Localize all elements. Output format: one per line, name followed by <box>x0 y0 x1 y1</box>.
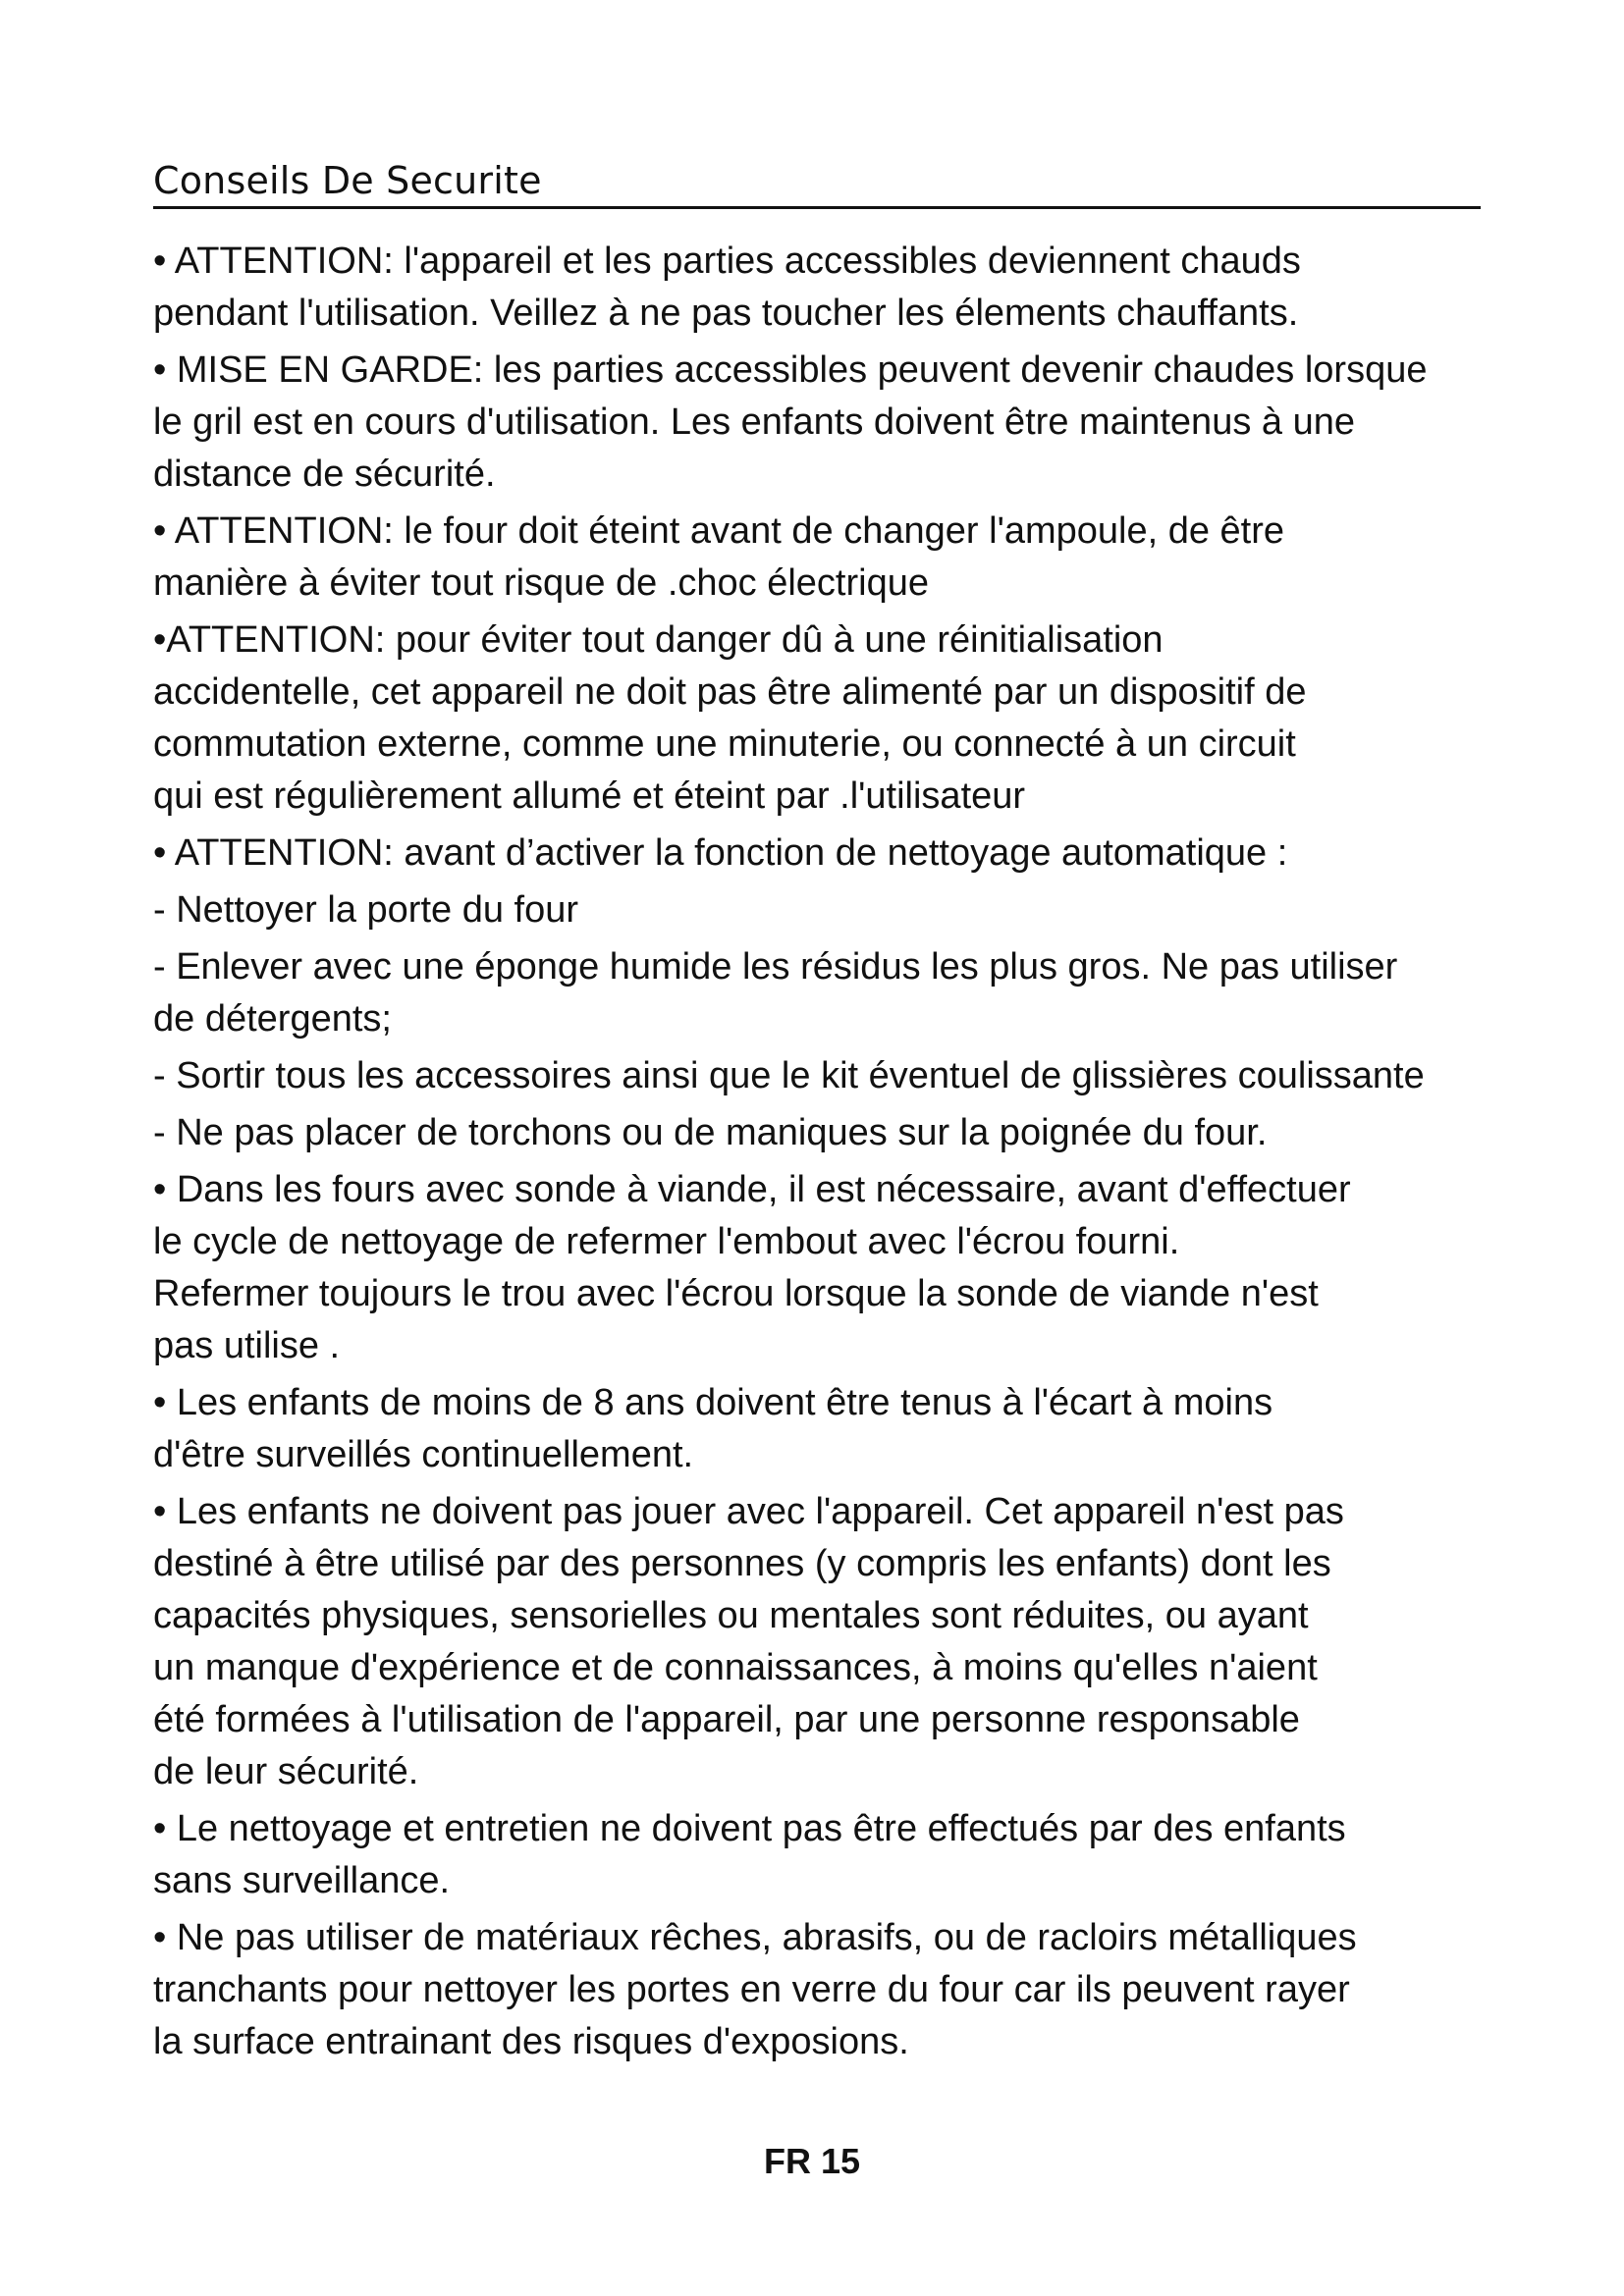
text-line: • ATTENTION: avant d’activer la fonction de nettoyage automatique : <box>153 832 1288 874</box>
text-line: • Ne pas utiliser de matériaux rêches, abrasifs, ou de racloirs métalliques <box>153 1917 1357 1958</box>
text-line: qui est régulièrement allumé et éteint par .l'utilisateur <box>153 775 1026 817</box>
text-line: capacités physiques, sensorielles ou mentales sont réduites, ou ayant <box>153 1595 1309 1636</box>
safety-paragraph <box>153 1486 1597 1798</box>
text-line: été formées à l'utilisation de l'appareil, par une personne responsable <box>153 1699 1300 1740</box>
text-line: pendant l'utilisation. Veillez à ne pas toucher les élements chauffants. <box>153 293 1299 334</box>
text-line: distance de sécurité. <box>153 454 496 495</box>
text-line: un manque d'expérience et de connaissances, à moins qu'elles n'aient <box>153 1647 1318 1688</box>
text-line: sans surveillance. <box>153 1860 451 1901</box>
text-line: la surface entrainant des risques d'exposions. <box>153 2021 909 2062</box>
safety-paragraph <box>153 345 1597 501</box>
text-line: • Le nettoyage et entretien ne doivent pas être effectués par des enfants <box>153 1808 1346 1849</box>
text-line: de leur sécurité. <box>153 1751 419 1792</box>
safety-paragraph <box>153 884 1597 936</box>
text-line: accidentelle, cet appareil ne doit pas être alimenté par un dispositif de <box>153 671 1307 713</box>
text-line: • MISE EN GARDE: les parties accessibles peuvent devenir chaudes lorsque <box>153 349 1428 391</box>
text-line: • Les enfants de moins de 8 ans doivent être tenus à l'écart à moins <box>153 1382 1273 1423</box>
text-line: • Dans les fours avec sonde à viande, il est nécessaire, avant d'effectuer <box>153 1169 1351 1210</box>
text-line: Refermer toujours le trou avec l'écrou lorsque la sonde de viande n'est <box>153 1273 1319 1314</box>
text-line: • ATTENTION: le four doit éteint avant de changer l'ampoule, de être <box>153 510 1285 552</box>
text-line: destiné à être utilisé par des personnes (y compris les enfants) dont les <box>153 1543 1331 1584</box>
text-line: pas utilise . <box>153 1325 341 1366</box>
safety-paragraph <box>153 1377 1597 1481</box>
text-line: d'être surveillés continuellement. <box>153 1434 694 1475</box>
text-line: tranchants pour nettoyer les portes en verre du four car ils peuvent rayer <box>153 1969 1350 2010</box>
safety-paragraph <box>153 614 1597 823</box>
page-number: FR 15 <box>763 2141 861 2181</box>
text-line: - Enlever avec une éponge humide les résidus les plus gros. Ne pas utiliser <box>153 946 1398 988</box>
text-line: •ATTENTION: pour éviter tout danger dû à une réinitialisation <box>153 619 1164 661</box>
text-line: de détergents; <box>153 998 392 1040</box>
safety-paragraph <box>153 1164 1597 1372</box>
safety-paragraph <box>153 236 1597 340</box>
text-line: manière à éviter tout risque de .choc électrique <box>153 562 929 604</box>
safety-paragraph <box>153 828 1597 880</box>
text-line: commutation externe, comme une minuterie, ou connecté à un circuit <box>153 723 1296 765</box>
section-title: Conseils De Securite <box>153 159 542 202</box>
safety-paragraph <box>153 941 1597 1045</box>
text-line: - Nettoyer la porte du four <box>153 889 578 931</box>
text-line: le cycle de nettoyage de refermer l'embout avec l'écrou fourni. <box>153 1221 1180 1262</box>
safety-paragraph <box>153 1803 1597 1907</box>
section-header <box>153 157 1481 209</box>
safety-instructions <box>153 236 1597 2073</box>
safety-paragraph <box>153 506 1597 610</box>
text-line: - Ne pas placer de torchons ou de maniques sur la poignée du four. <box>153 1112 1268 1153</box>
text-line: • Les enfants ne doivent pas jouer avec l'appareil. Cet appareil n'est pas <box>153 1491 1344 1532</box>
safety-paragraph <box>153 1912 1597 2068</box>
text-line: le gril est en cours d'utilisation. Les enfants doivent être maintenus à une <box>153 401 1355 443</box>
text-line: • ATTENTION: l'appareil et les parties accessibles deviennent chauds <box>153 240 1301 282</box>
safety-paragraph <box>153 1050 1597 1102</box>
text-line: - Sortir tous les accessoires ainsi que le kit éventuel de glissières coulissante <box>153 1055 1425 1096</box>
safety-paragraph <box>153 1107 1597 1159</box>
